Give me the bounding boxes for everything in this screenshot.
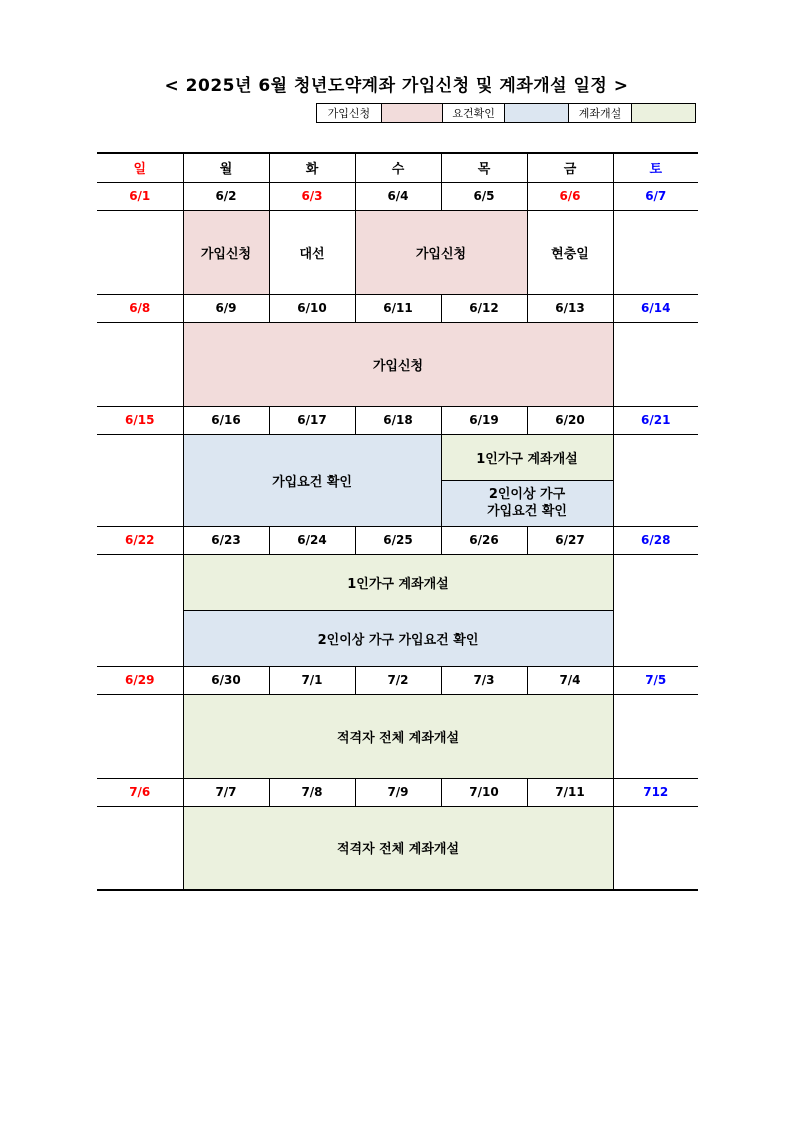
event-row bbox=[97, 694, 698, 778]
calendar-table bbox=[97, 152, 698, 891]
date-cell: 7/1 bbox=[269, 666, 355, 694]
date-cell: 6/11 bbox=[355, 294, 441, 322]
date-cell: 6/23 bbox=[183, 526, 269, 554]
date-cell: 6/27 bbox=[527, 526, 613, 554]
weekday-thu: 목 bbox=[441, 153, 527, 182]
event-multi-check: 2인이상 가구 가입요건 확인 bbox=[441, 480, 613, 526]
weekday-wed: 수 bbox=[355, 153, 441, 182]
legend-apply-label: 가입신청 bbox=[317, 104, 382, 122]
empty-cell bbox=[613, 806, 698, 890]
date-cell: 7/8 bbox=[269, 778, 355, 806]
date-cell: 6/14 bbox=[613, 294, 698, 322]
date-row bbox=[97, 666, 698, 694]
weekday-tue: 화 bbox=[269, 153, 355, 182]
date-cell: 6/18 bbox=[355, 406, 441, 434]
date-cell: 7/3 bbox=[441, 666, 527, 694]
legend-open-swatch bbox=[632, 104, 695, 122]
date-cell: 6/28 bbox=[613, 526, 698, 554]
weekday-sun: 일 bbox=[97, 153, 183, 182]
date-cell: 6/13 bbox=[527, 294, 613, 322]
date-cell: 6/5 bbox=[441, 182, 527, 210]
event-apply: 가입신청 bbox=[183, 210, 269, 294]
date-cell: 6/25 bbox=[355, 526, 441, 554]
date-cell: 7/11 bbox=[527, 778, 613, 806]
empty-cell bbox=[97, 210, 183, 294]
date-cell: 6/1 bbox=[97, 182, 183, 210]
date-cell: 712 bbox=[613, 778, 698, 806]
empty-cell bbox=[97, 434, 183, 526]
event-memorial-day: 현충일 bbox=[527, 210, 613, 294]
legend bbox=[316, 103, 696, 123]
date-cell: 6/26 bbox=[441, 526, 527, 554]
empty-cell bbox=[97, 806, 183, 890]
date-cell: 6/30 bbox=[183, 666, 269, 694]
event-single-open: 1인가구 계좌개설 bbox=[183, 554, 613, 610]
empty-cell bbox=[613, 210, 698, 294]
date-cell: 6/2 bbox=[183, 182, 269, 210]
date-cell: 6/21 bbox=[613, 406, 698, 434]
date-row bbox=[97, 294, 698, 322]
legend-open-label: 계좌개설 bbox=[569, 104, 633, 122]
event-multi-check: 2인이상 가구 가입요건 확인 bbox=[183, 610, 613, 666]
legend-check-label: 요건확인 bbox=[443, 104, 505, 122]
weekday-header-row bbox=[97, 153, 698, 182]
event-check: 가입요건 확인 bbox=[183, 434, 441, 526]
event-row bbox=[97, 322, 698, 406]
date-cell: 6/12 bbox=[441, 294, 527, 322]
date-row bbox=[97, 778, 698, 806]
date-cell: 7/4 bbox=[527, 666, 613, 694]
empty-cell bbox=[97, 694, 183, 778]
event-row bbox=[97, 434, 698, 480]
event-apply: 가입신청 bbox=[355, 210, 527, 294]
event-row bbox=[97, 554, 698, 610]
event-row bbox=[97, 806, 698, 890]
date-cell: 6/19 bbox=[441, 406, 527, 434]
date-cell: 6/22 bbox=[97, 526, 183, 554]
date-cell: 6/3 bbox=[269, 182, 355, 210]
date-cell: 6/15 bbox=[97, 406, 183, 434]
event-single-open: 1인가구 계좌개설 bbox=[441, 434, 613, 480]
date-cell: 7/7 bbox=[183, 778, 269, 806]
legend-check-swatch bbox=[505, 104, 569, 122]
date-cell: 6/17 bbox=[269, 406, 355, 434]
legend-apply-swatch bbox=[382, 104, 444, 122]
event-all-open: 적격자 전체 계좌개설 bbox=[183, 694, 613, 778]
date-cell: 7/10 bbox=[441, 778, 527, 806]
weekday-fri: 금 bbox=[527, 153, 613, 182]
date-cell: 6/6 bbox=[527, 182, 613, 210]
event-all-open: 적격자 전체 계좌개설 bbox=[183, 806, 613, 890]
date-row bbox=[97, 526, 698, 554]
event-row bbox=[97, 210, 698, 294]
event-apply: 가입신청 bbox=[183, 322, 613, 406]
date-cell: 6/16 bbox=[183, 406, 269, 434]
empty-cell bbox=[97, 322, 183, 406]
date-cell: 7/9 bbox=[355, 778, 441, 806]
date-cell: 6/8 bbox=[97, 294, 183, 322]
empty-cell bbox=[613, 554, 698, 666]
date-cell: 7/2 bbox=[355, 666, 441, 694]
date-cell: 6/4 bbox=[355, 182, 441, 210]
weekday-mon: 월 bbox=[183, 153, 269, 182]
date-cell: 7/5 bbox=[613, 666, 698, 694]
date-cell: 6/20 bbox=[527, 406, 613, 434]
empty-cell bbox=[97, 554, 183, 666]
date-cell: 6/24 bbox=[269, 526, 355, 554]
date-cell: 6/7 bbox=[613, 182, 698, 210]
empty-cell bbox=[613, 694, 698, 778]
event-election: 대선 bbox=[269, 210, 355, 294]
empty-cell bbox=[613, 322, 698, 406]
date-cell: 6/29 bbox=[97, 666, 183, 694]
date-cell: 6/10 bbox=[269, 294, 355, 322]
date-row bbox=[97, 406, 698, 434]
date-cell: 6/9 bbox=[183, 294, 269, 322]
weekday-sat: 토 bbox=[613, 153, 698, 182]
event-row bbox=[97, 610, 698, 666]
date-cell: 7/6 bbox=[97, 778, 183, 806]
page-title: < 2025년 6월 청년도약계좌 가입신청 및 계좌개설 일정 > bbox=[164, 76, 629, 96]
empty-cell bbox=[613, 434, 698, 526]
date-row bbox=[97, 182, 698, 210]
